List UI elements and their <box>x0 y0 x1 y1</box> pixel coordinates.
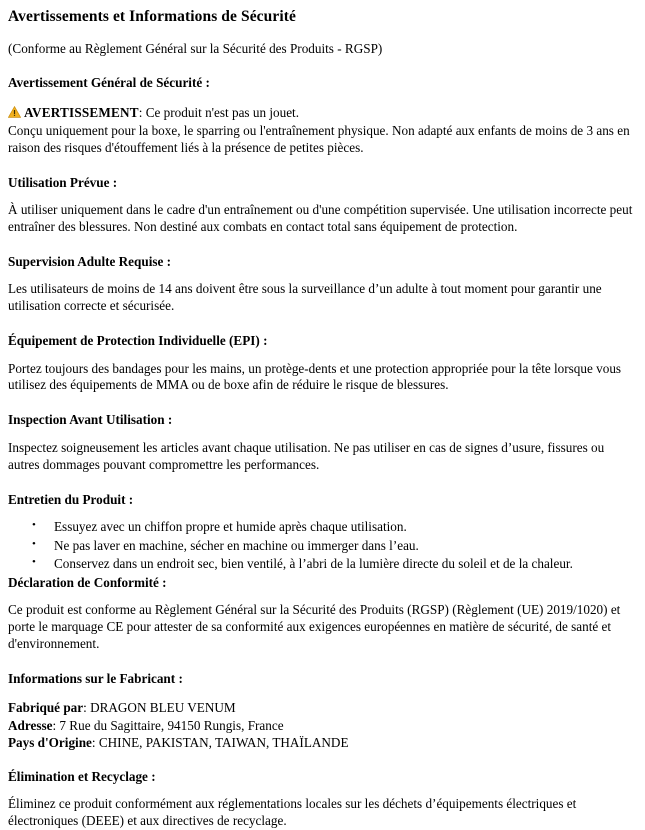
section-heading-ppe: Équipement de Protection Individuelle (EPI) : <box>8 333 268 349</box>
page-title: Avertissements et Informations de Sécurité <box>8 8 297 25</box>
warning-lead: : Ce produit n'est pas un jouet. <box>138 104 300 120</box>
manufacturer-name-line <box>8 699 637 716</box>
maintenance-bullet-list <box>8 518 637 573</box>
section-text-adult-supervision: Les utilisateurs de moins de 14 ans doivent être sous la surveillance d’un adulte à tout moment pour garantir une utilisation correcte et sécurisée. <box>8 281 602 314</box>
section-text-conformity: Ce produit est conforme au Règlement Général sur la Sécurité des Produits (RGSP) (Règlement (UE) 2019/1020) et porte le marquage CE pour attester de sa conformité aux exigences européennes en matière de sécurité, de santé et d'environnement. <box>8 602 621 652</box>
section-text-disposal: Éliminez ce produit conformément aux réglementations locales sur les déchets d’équipements électriques et électroniques (DEEE) et aux directives de recyclage. <box>8 796 577 829</box>
section-heading-conformity: Déclaration de Conformité : <box>8 574 167 590</box>
list-item: • Conservez dans un endroit sec, bien ventilé, à l’abri de la lumière directe du soleil et de la chaleur. <box>8 555 637 573</box>
section-heading-inspection: Inspection Avant Utilisation : <box>8 412 173 428</box>
manufacturer-name-value: : DRAGON BLEU VENUM <box>83 700 236 716</box>
section-text-inspection: Inspectez soigneusement les articles avant chaque utilisation. Ne pas utiliser en cas de signes d’usure, fissures ou autres dommages pouvant compromettre les performances. <box>8 439 605 472</box>
section-heading-adult-supervision: Supervision Adulte Requise : <box>8 253 172 269</box>
section-heading-manufacturer: Informations sur le Fabricant : <box>8 670 183 686</box>
section-heading-disposal: Élimination et Recyclage : <box>8 768 156 784</box>
warning-callout <box>8 104 637 122</box>
manufacturer-address-label: Adresse <box>8 717 53 733</box>
section-heading-intended-use: Utilisation Prévue : <box>8 174 118 190</box>
document-subtitle: (Conforme au Règlement Général sur la Sécurité des Produits - RGSP) <box>8 40 383 56</box>
manufacturer-address-value: : 7 Rue du Sagittaire, 94150 Rungis, France <box>52 717 284 733</box>
warning-word: AVERTISSEMENT <box>24 104 139 120</box>
manufacturer-name-label: Fabriqué par <box>8 700 84 716</box>
section-heading-maintenance: Entretien du Produit : <box>8 491 134 507</box>
section-heading-general-warning: Avertissement Général de Sécurité : <box>8 75 210 91</box>
section-text-ppe: Portez toujours des bandages pour les mains, un protège-dents et une protection appropriée pour la tête lorsque vous utilisez des équipements de MMA ou de boxe afin de réduire le risque de blessures. <box>8 360 622 393</box>
country-of-origin-value: : CHINE, PAKISTAN, TAIWAN, THAÏLANDE <box>91 734 349 750</box>
warning-body-text: Conçu uniquement pour la boxe, le sparring ou l'entraînement physique. Non adapté aux enfants de moins de 3 ans en raison des risques d'étouffement liés à la présence de petites pièces. <box>8 122 630 155</box>
country-of-origin-label: Pays d'Origine <box>8 734 92 750</box>
section-text-intended-use: À utiliser uniquement dans le cadre d'un entraînement ou d'une compétition supervisée. Une utilisation incorrecte peut entraîner des blessures. Non destiné aux combats en contact total sans équipement de protection. <box>8 202 633 234</box>
manufacturer-details <box>8 699 637 750</box>
list-item: • Essuyez avec un chiffon propre et humide après chaque utilisation. <box>8 518 637 536</box>
warning-triangle-icon <box>8 105 21 122</box>
list-item: • Ne pas laver en machine, sécher en machine ou immerger dans l’eau. <box>8 537 637 555</box>
manufacturer-address-line <box>8 717 637 734</box>
country-of-origin-line <box>8 734 637 751</box>
